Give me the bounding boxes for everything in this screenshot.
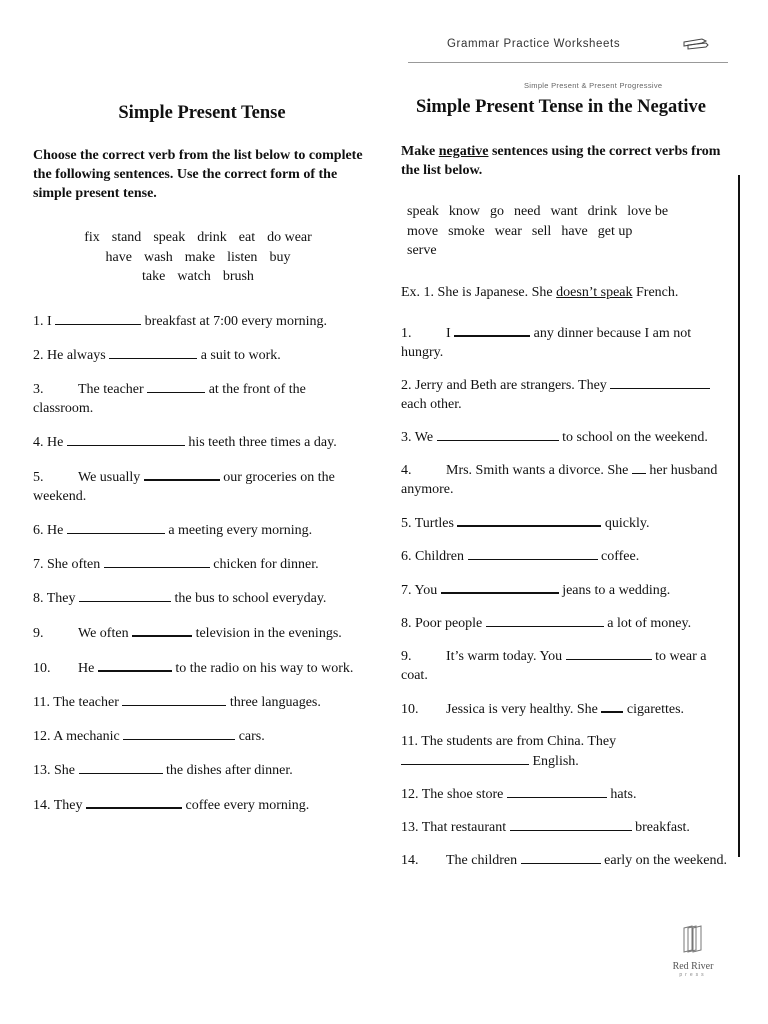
exercise-text: 6. Children: [401, 548, 468, 564]
exercise-text: 7. She often: [33, 556, 104, 572]
exercise-text: Jessica is very healthy. She: [446, 701, 602, 717]
word-bank-word: go: [490, 204, 505, 219]
exercise-text: 14. They: [33, 797, 87, 813]
exercise-text: English.: [529, 753, 579, 769]
word-bank-word: speak: [153, 230, 186, 245]
answer-blank[interactable]: [441, 579, 559, 594]
exercise-text: 12. The shoe store: [401, 786, 507, 802]
exercise-item: [33, 657, 363, 678]
negative-word: negative: [438, 144, 489, 159]
exercise-text: 8. Poor people: [401, 615, 486, 631]
answer-blank[interactable]: [486, 613, 604, 627]
exercise-text: quickly.: [601, 515, 650, 531]
exercise-text: a meeting every morning.: [164, 522, 313, 538]
exercise-text: 5.: [33, 469, 44, 485]
answer-blank[interactable]: [123, 726, 235, 740]
word-bank-word: move: [407, 223, 439, 239]
exercise-text: at the front of the classroom.: [33, 381, 306, 416]
exercise-text: 8. They: [33, 590, 80, 606]
exercise-item: [33, 520, 363, 540]
answer-blank[interactable]: [147, 379, 205, 393]
example-sentence: [401, 283, 727, 302]
header-subtitle: Simple Present & Present Progressive: [524, 81, 663, 90]
word-bank-line: [401, 222, 727, 242]
exercise-text: He: [78, 660, 98, 676]
exercise-item: [33, 726, 363, 746]
right-title: Simple Present Tense in the Negative: [416, 97, 706, 117]
right-instructions: [401, 142, 727, 180]
answer-blank[interactable]: [122, 692, 226, 706]
exercise-text: a suit to work.: [197, 347, 281, 363]
exercise-text: 9.: [401, 648, 412, 664]
answer-blank[interactable]: [401, 751, 529, 765]
exercise-text: 3.: [33, 381, 44, 397]
answer-blank[interactable]: [109, 345, 197, 359]
exercise-item: [33, 692, 363, 712]
exercise-item: [401, 613, 727, 633]
exercise-text: 14.: [401, 852, 419, 868]
exercise-item: [33, 554, 363, 574]
left-title: Simple Present Tense: [118, 103, 286, 123]
answer-blank[interactable]: [104, 554, 210, 568]
exercise-text: 5. Turtles: [401, 515, 458, 531]
answer-blank[interactable]: [67, 520, 165, 534]
left-exercise-list: [33, 311, 363, 815]
exercise-text: 12. A mechanic: [33, 728, 124, 744]
exercise-item: [401, 732, 727, 771]
publisher-logo: [668, 924, 718, 978]
exercise-text: 2. Jerry and Beth are strangers. They: [401, 377, 611, 393]
answer-blank[interactable]: [67, 432, 185, 446]
word-bank-word: serve: [407, 243, 437, 258]
word-bank-word: want: [550, 204, 578, 219]
exercise-item: [33, 760, 363, 780]
exercise-text: her husband anymore.: [401, 462, 718, 497]
logo-sub: press: [679, 972, 707, 978]
exercise-item: [33, 466, 363, 506]
answer-blank[interactable]: [55, 311, 141, 325]
answer-blank[interactable]: [437, 427, 559, 441]
word-bank-word: listen: [227, 249, 258, 265]
exercise-text: 10.: [33, 660, 51, 676]
exercise-text: 11. The teacher: [33, 694, 123, 710]
exercise-text: cigarettes.: [623, 701, 685, 717]
left-column: [33, 104, 363, 815]
example-text: Ex. 1. She is Japanese. She: [401, 284, 557, 300]
word-bank-line: [401, 241, 727, 261]
word-bank-word: eat: [238, 230, 256, 245]
answer-blank[interactable]: [468, 546, 598, 560]
answer-blank[interactable]: [79, 760, 163, 774]
word-bank-word: need: [514, 204, 541, 219]
exercise-text: I: [446, 325, 455, 341]
exercise-item: [33, 432, 363, 452]
word-bank-word: love be: [627, 204, 669, 219]
exercise-text: coffee.: [597, 548, 640, 564]
exercise-item: [401, 512, 727, 533]
left-word-bank: [33, 228, 363, 287]
exercise-item: [401, 546, 727, 566]
exercise-item: [33, 622, 363, 643]
word-bank-word: buy: [269, 249, 291, 265]
answer-blank[interactable]: [454, 322, 530, 337]
exercise-item: [401, 817, 727, 837]
word-bank-word: speak: [407, 204, 439, 219]
exercise-text: the dishes after dinner.: [162, 762, 293, 778]
exercise-item: [401, 646, 727, 685]
exercise-text: We usually: [78, 469, 144, 485]
exercise-item: [401, 322, 727, 362]
exercise-item: [33, 345, 363, 365]
exercise-text: any dinner because I am not hungry.: [401, 325, 692, 360]
answer-blank[interactable]: [510, 817, 632, 831]
answer-blank[interactable]: [566, 646, 652, 660]
exercise-item: [33, 794, 363, 815]
exercise-text: three languages.: [226, 694, 321, 710]
word-bank-word: drink: [197, 230, 227, 245]
books-icon: [678, 924, 708, 954]
right-column: [401, 98, 727, 870]
exercise-text: to the radio on his way to work.: [171, 660, 354, 676]
word-bank-line: [33, 228, 363, 248]
exercise-text: Mrs. Smith wants a divorce. She: [446, 462, 632, 478]
answer-blank[interactable]: [521, 850, 601, 864]
answer-blank[interactable]: [98, 657, 172, 672]
exercise-text: 10.: [401, 701, 419, 717]
word-bank-word: stand: [111, 230, 142, 245]
exercise-text: jeans to a wedding.: [558, 582, 671, 598]
word-bank-word: make: [184, 249, 216, 265]
word-bank-word: have: [561, 223, 588, 239]
example-answer: doesn’t speak: [556, 284, 633, 300]
answer-blank[interactable]: [601, 698, 623, 713]
word-bank-word: sell: [531, 223, 552, 239]
word-bank-word: smoke: [448, 223, 485, 239]
word-bank-word: get up: [597, 223, 633, 239]
exercise-text: the bus to school everyday.: [171, 590, 327, 606]
exercise-text: 11. The students are from China. They: [401, 733, 617, 749]
exercise-text: 4.: [401, 462, 412, 478]
exercise-text: 1.: [401, 325, 412, 341]
exercise-item: [401, 427, 727, 447]
word-bank-word: do wear: [267, 230, 312, 245]
exercise-text: each other.: [401, 396, 462, 412]
exercise-text: 13. She: [33, 762, 79, 778]
margin-rule: [738, 175, 740, 857]
exercise-text: 9.: [33, 625, 44, 641]
example-text: French.: [632, 284, 679, 300]
answer-blank[interactable]: [144, 466, 220, 481]
exercise-text: our groceries on the weekend.: [33, 469, 335, 504]
exercise-item: [401, 460, 727, 499]
right-exercise-list: [401, 322, 727, 870]
instructions-text: Make: [401, 144, 439, 159]
word-bank-word: take: [142, 269, 166, 284]
exercise-item: [401, 784, 727, 804]
exercise-text: cars.: [235, 728, 265, 744]
word-bank-word: have: [105, 249, 132, 265]
header-rule: [408, 62, 728, 63]
exercise-text: breakfast at 7:00 every morning.: [141, 313, 327, 329]
exercise-text: television in the evenings.: [192, 625, 342, 641]
exercise-text: 13. That restaurant: [401, 819, 510, 835]
word-bank-line: [401, 202, 727, 222]
exercise-text: 3. We: [401, 429, 437, 445]
exercise-text: The teacher: [78, 381, 148, 397]
exercise-text: chicken for dinner.: [209, 556, 319, 572]
exercise-text: his teeth three times a day.: [184, 434, 337, 450]
answer-blank[interactable]: [507, 784, 607, 798]
exercise-text: It’s warm today. You: [446, 648, 566, 664]
exercise-text: to school on the weekend.: [558, 429, 708, 445]
word-bank-word: wear: [494, 223, 522, 239]
exercise-text: 4. He: [33, 434, 67, 450]
exercise-item: [33, 379, 363, 418]
exercise-item: [33, 311, 363, 331]
exercise-text: The children: [446, 852, 521, 868]
answer-blank[interactable]: [79, 588, 171, 602]
exercise-text: to wear a coat.: [401, 648, 707, 683]
answer-blank[interactable]: [610, 375, 710, 389]
exercise-text: 7. You: [401, 582, 441, 598]
header-title: Grammar Practice Worksheets: [447, 38, 621, 50]
exercise-text: early on the weekend.: [600, 852, 727, 868]
answer-blank[interactable]: [132, 622, 192, 637]
answer-blank[interactable]: [457, 512, 601, 527]
exercise-item: [401, 698, 727, 719]
word-bank-line: [33, 267, 363, 287]
exercise-item: [401, 375, 727, 414]
word-bank-word: watch: [177, 269, 211, 284]
exercise-item: [401, 850, 727, 870]
word-bank-word: know: [448, 204, 481, 219]
exercise-text: a lot of money.: [603, 615, 692, 631]
answer-blank[interactable]: [86, 794, 182, 809]
instructions-text: sentences using the correct verbs from the list below.: [401, 144, 721, 178]
exercise-text: We often: [78, 625, 133, 641]
answer-blank[interactable]: [632, 460, 646, 474]
exercise-text: 1. I: [33, 313, 56, 329]
pencil-icon: [682, 36, 710, 50]
exercise-text: breakfast.: [631, 819, 690, 835]
right-word-bank: [401, 202, 727, 261]
logo-name: Red River: [672, 961, 714, 972]
exercise-text: 6. He: [33, 522, 67, 538]
left-instructions: Choose the correct verb from the list below to complete the following sentences. Use the correct form of the simple present tense.: [33, 148, 363, 201]
exercise-item: [401, 579, 727, 600]
exercise-text: 2. He always: [33, 347, 110, 363]
exercise-text: hats.: [606, 786, 637, 802]
word-bank-word: brush: [222, 269, 254, 284]
word-bank-word: fix: [84, 230, 100, 245]
exercise-item: [33, 588, 363, 608]
word-bank-word: drink: [587, 204, 618, 219]
exercise-text: coffee every morning.: [182, 797, 310, 813]
word-bank-word: wash: [143, 249, 173, 265]
word-bank-line: [33, 248, 363, 268]
